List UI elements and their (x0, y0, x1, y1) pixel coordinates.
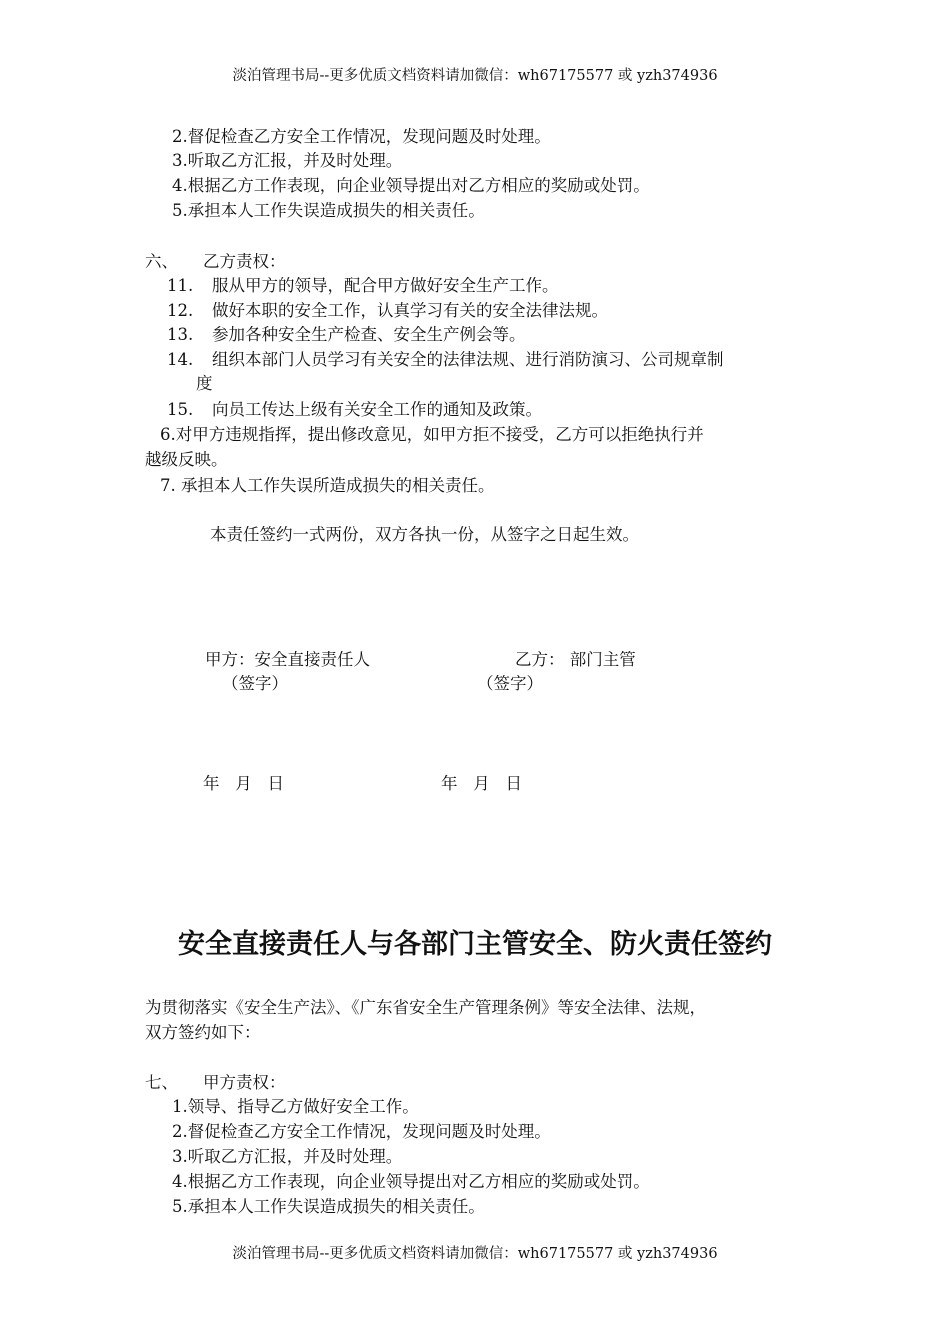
intro-text: 双方签约如下： (145, 1023, 261, 1042)
list-number: 15. (167, 400, 194, 419)
list-number: 13. (167, 325, 194, 344)
party-b-date: 年 月 日 (441, 774, 522, 793)
list-item: 5.承担本人工作失误造成损失的相关责任。 (172, 1197, 485, 1216)
list-item: 4.根据乙方工作表现，向企业领导提出对乙方相应的奖励或处罚。 (172, 1172, 650, 1191)
list-item: 5.承担本人工作失误造成损失的相关责任。 (172, 201, 485, 220)
section-heading: 甲方责权： (203, 1073, 286, 1092)
list-item: 3.听取乙方汇报，并及时处理。 (172, 1147, 403, 1166)
list-item: 1.领导、指导乙方做好安全工作。 (172, 1097, 419, 1116)
party-a-sign: （签字） (222, 674, 288, 693)
list-item: 6.对甲方违规指挥，提出修改意见，如甲方拒不接受，乙方可以拒绝执行并 (160, 425, 704, 444)
list-item: 组织本部门人员学习有关安全的法律法规、进行消防演习、公司规章制 (212, 350, 724, 369)
list-item-continuation: 度 (196, 374, 213, 393)
party-a-date: 年 月 日 (203, 774, 284, 793)
list-item: 4.根据乙方工作表现，向企业领导提出对乙方相应的奖励或处罚。 (172, 176, 650, 195)
list-number: 14. (167, 350, 194, 369)
party-a-label: 甲方：安全直接责任人 (205, 650, 370, 669)
list-number: 12. (167, 301, 194, 320)
list-item-continuation: 越级反映。 (145, 450, 228, 469)
section-heading: 乙方责权： (203, 252, 286, 271)
list-item: 2.督促检查乙方安全工作情况，发现问题及时处理。 (172, 1122, 551, 1141)
page-header: 淡泊管理书局--更多优质文档资料请加微信：wh67175577 或 yzh374936 (232, 68, 718, 84)
list-item: 向员工传达上级有关安全工作的通知及政策。 (212, 400, 542, 419)
list-item: 参加各种安全生产检查、安全生产例会等。 (212, 325, 526, 344)
party-b-sign: （签字） (477, 674, 543, 693)
intro-text: 为贯彻落实《安全生产法》、《广东省安全生产管理条例》等安全法律、法规， (145, 998, 706, 1017)
list-item: 2.督促检查乙方安全工作情况，发现问题及时处理。 (172, 127, 551, 146)
section-number: 六、 (145, 252, 178, 271)
list-item: 3.听取乙方汇报，并及时处理。 (172, 151, 403, 170)
list-item: 7. 承担本人工作失误所造成损失的相关责任。 (160, 476, 495, 495)
list-number: 11. (167, 276, 194, 295)
party-b-label: 乙方： 部门主管 (515, 650, 636, 669)
list-item: 服从甲方的领导，配合甲方做好安全生产工作。 (212, 276, 559, 295)
closing-statement: 本责任签约一式两份，双方各执一份，从签字之日起生效。 (210, 525, 639, 544)
section-number: 七、 (145, 1073, 178, 1092)
page-footer: 淡泊管理书局--更多优质文档资料请加微信：wh67175577 或 yzh374936 (232, 1246, 718, 1262)
page-title: 安全直接责任人与各部门主管安全、防火责任签约 (178, 929, 772, 960)
list-item: 做好本职的安全工作，认真学习有关的安全法律法规。 (212, 301, 608, 320)
